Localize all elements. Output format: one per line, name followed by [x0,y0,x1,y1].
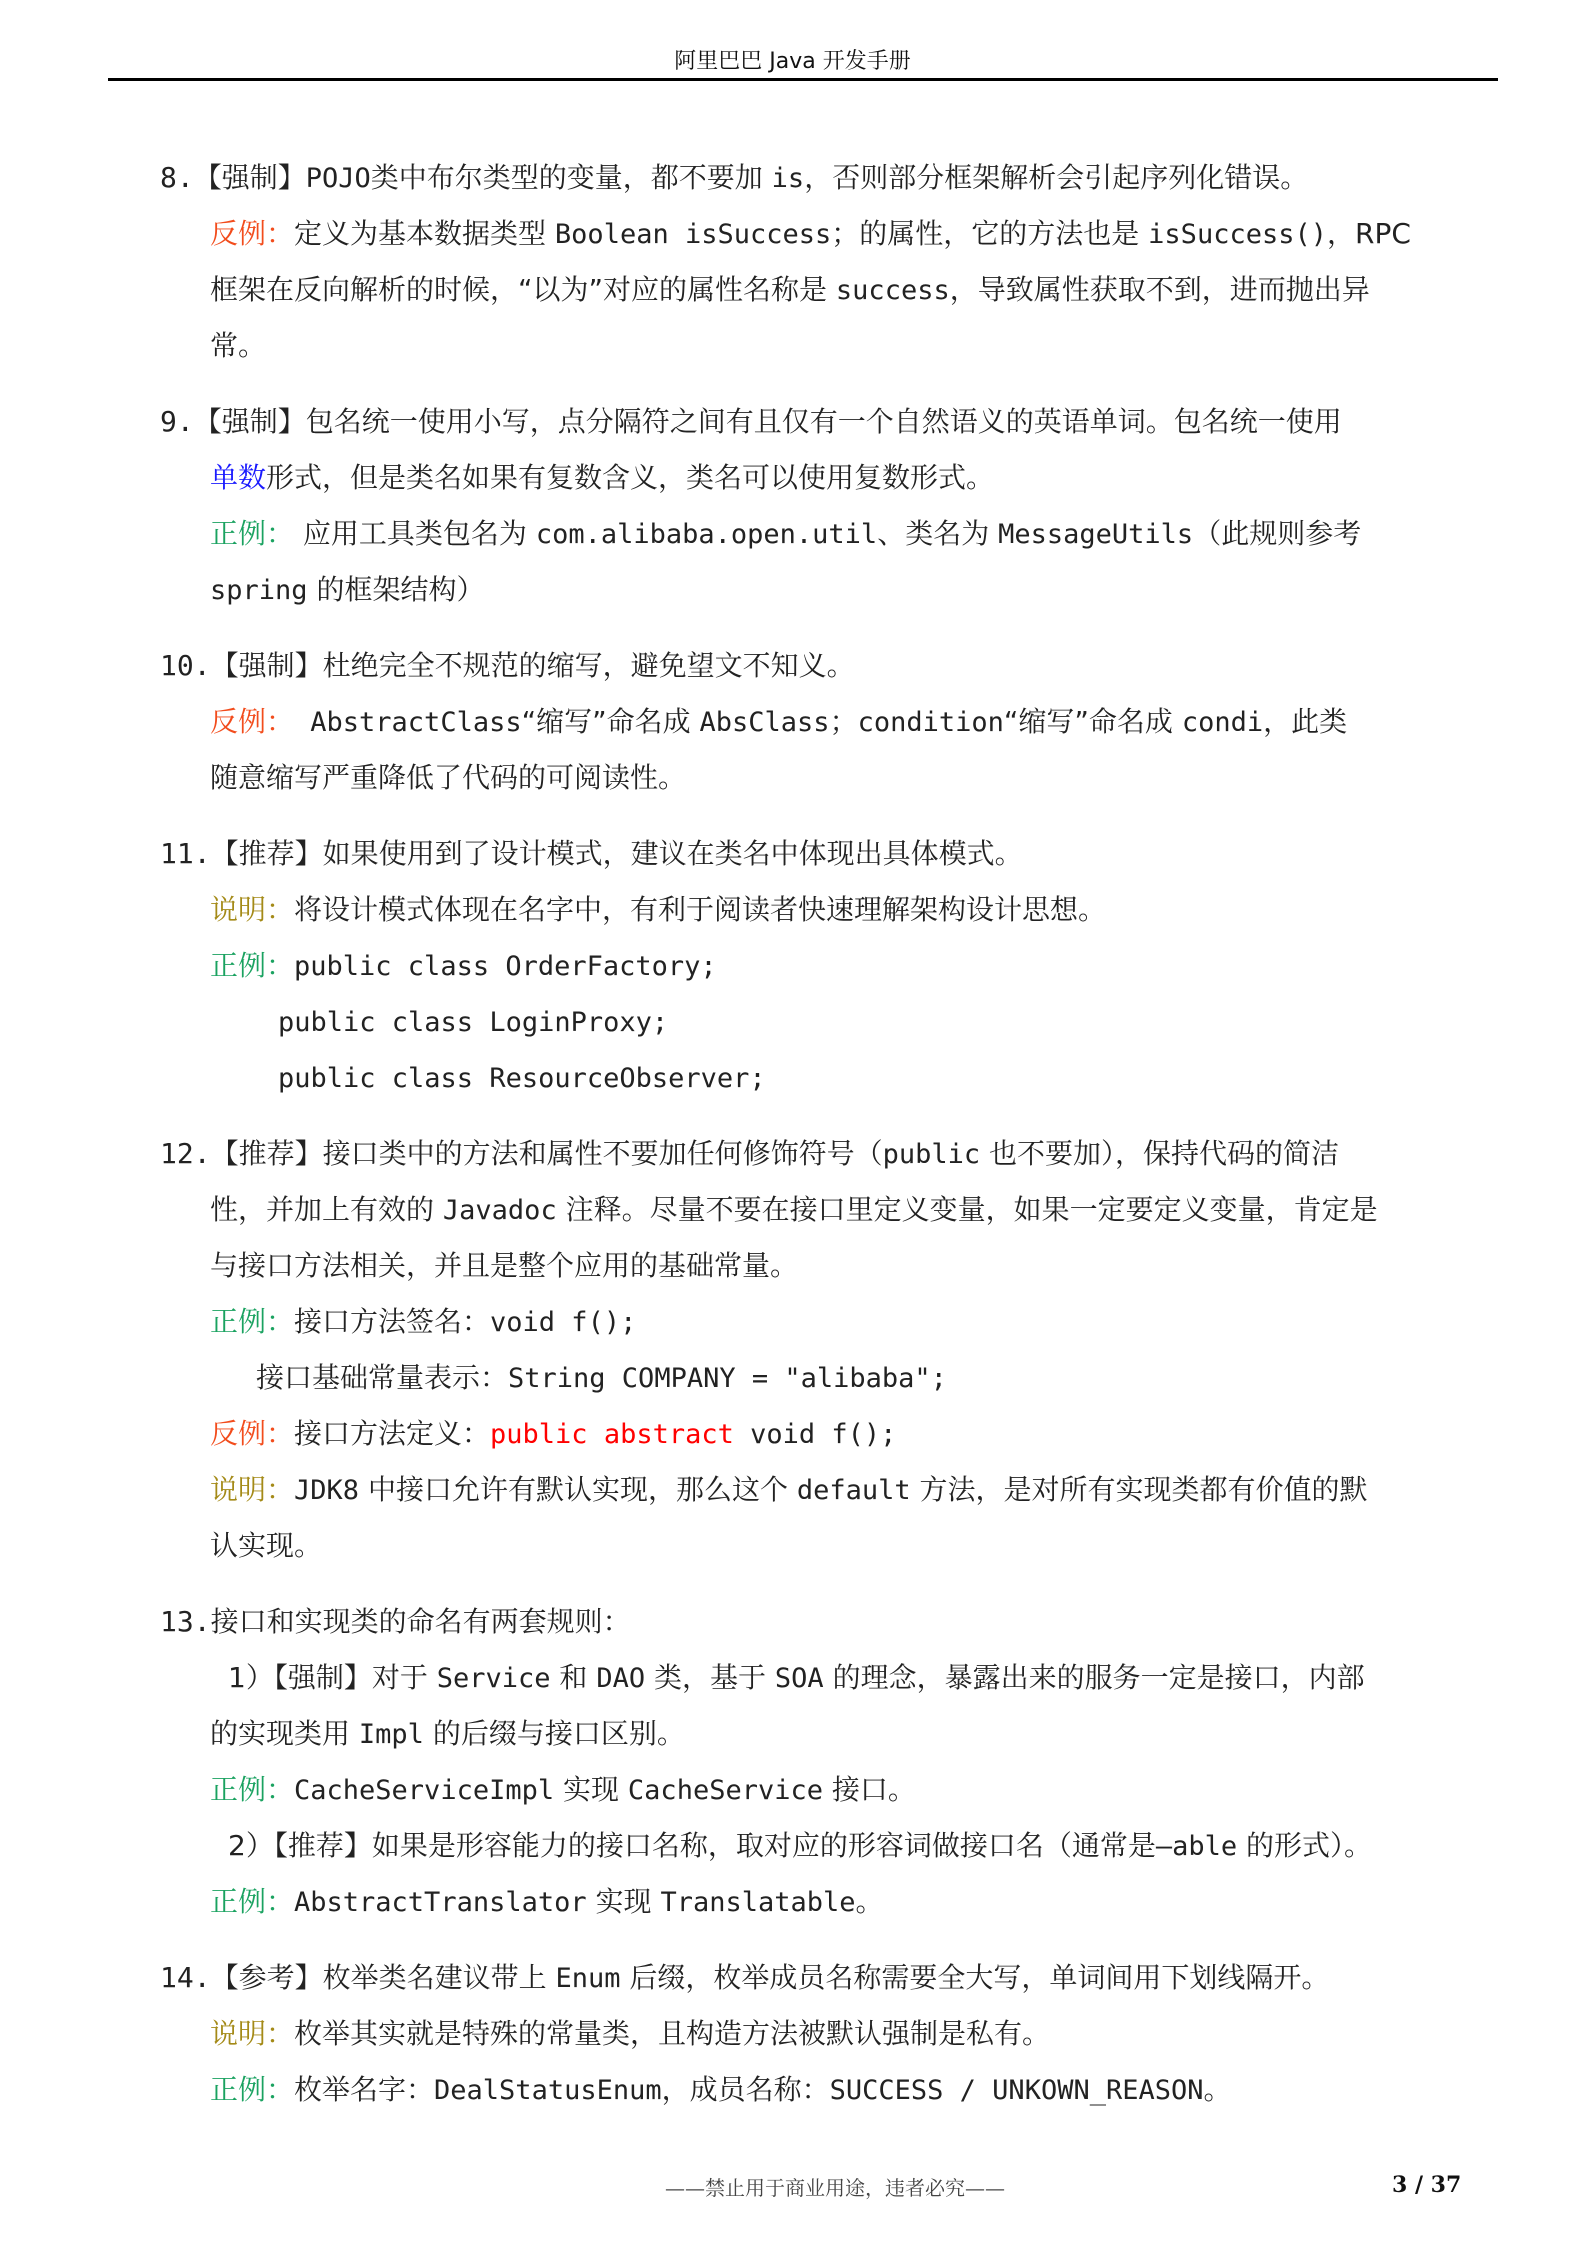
rule-13-sub1-cont: 的实现类用 Impl 的后缀与接口区别。 [210,1717,685,1750]
example-label: 正例： [210,1773,295,1806]
rule-10-counterexample: 反例： AbstractClass“缩写”命名成 AbsClass；condition“缩写”命名成 condi，此类 [210,705,1348,738]
rule-10-title: 10.【强制】杜绝完全不规范的缩写，避免望文不知义。 [160,649,855,682]
rule-8-counterexample: 反例：定义为基本数据类型 Boolean isSuccess；的属性，它的方法也是 isSuccess()，RPC [210,217,1411,250]
footer-notice: ——禁止用于商业用途，违者必究—— [665,2176,1005,2200]
example-label: 正例： [210,517,295,550]
rule-12-title-cont: 性，并加上有效的 Javadoc 注释。尽量不要在接口里定义变量，如果一定要定义变量，肯定是 [210,1193,1378,1226]
rule-11-title: 11.【推荐】如果使用到了设计模式，建议在类名中体现出具体模式。 [160,837,1023,870]
rule-8-title: 8.【强制】POJO类中布尔类型的变量，都不要加 is，否则部分框架解析会引起序列化错误。 [160,161,1309,194]
rule-10-counterexample-cont: 随意缩写严重降低了代码的可阅读性。 [210,761,687,794]
rule-13-example1: 正例：CacheServiceImpl 实现 CacheService 接口。 [210,1773,916,1806]
rule-9-title-cont: 单数形式，但是类名如果有复数含义，类名可以使用复数形式。 [210,461,995,494]
rule-12-example: 正例：接口方法签名：void f(); [210,1305,637,1338]
rule-9-example-cont: spring 的框架结构） [210,573,485,606]
rule-8-counterexample-cont: 框架在反向解析的时候，“以为”对应的属性名称是 success，导致属性获取不到，进而抛出异 [210,273,1370,306]
example-label: 正例： [210,949,295,982]
counterexample-label: 反例： [210,217,295,250]
counterexample-label: 反例： [210,1417,295,1450]
rule-12-note: 说明：JDK8 中接口允许有默认实现，那么这个 default 方法，是对所有实现类都有价值的默 [210,1473,1368,1506]
page-number: 3 / 37 [1392,2172,1462,2198]
rule-12-title: 12.【推荐】接口类中的方法和属性不要加任何修饰符号（public 也不要加），保持代码的简洁 [160,1137,1340,1170]
rule-13-example2: 正例：AbstractTranslator 实现 Translatable。 [210,1885,884,1918]
rule-13-sub2: 2）【推荐】如果是形容能力的接口名称，取对应的形容词做接口名（通常是–able 的形式）。 [228,1829,1373,1862]
rule-8-counterexample-end: 常。 [210,329,267,362]
rule-11-example-line3: public class ResourceObserver; [278,1063,766,1094]
header-divider [108,78,1498,81]
rule-11-note: 说明：将设计模式体现在名字中，有利于阅读者快速理解架构设计思想。 [210,893,1107,926]
rule-13-title: 13.接口和实现类的命名有两套规则： [160,1605,631,1638]
rule-12-title-end: 与接口方法相关，并且是整个应用的基础常量。 [210,1249,799,1282]
rule-14-title: 14.【参考】枚举类名建议带上 Enum 后缀，枚举成员名称需要全大写，单词间用下划线隔开。 [160,1961,1330,1994]
example-label: 正例： [210,1885,295,1918]
rule-11-example-line2: public class LoginProxy; [278,1007,669,1038]
example-label: 正例： [210,2073,295,2106]
rule-9-example: 正例： 应用工具类包名为 com.alibaba.open.util、类名为 MessageUtils（此规则参考 [210,517,1362,550]
rule-14-example: 正例：枚举名字：DealStatusEnum，成员名称：SUCCESS / UNKOWN_REASON。 [210,2073,1232,2106]
rule-12-example-line2: 接口基础常量表示：String COMPANY = "alibaba"; [256,1361,947,1394]
rule-12-note-cont: 认实现。 [210,1529,323,1562]
example-label: 正例： [210,1305,295,1338]
rule-14-note: 说明：枚举其实就是特殊的常量类，且构造方法被默认强制是私有。 [210,2017,1051,2050]
document-body [160,150,1510,2118]
rule-11-example: 正例：public class OrderFactory; [210,949,717,982]
page-header-title: 阿里巴巴 Java 开发手册 [674,49,911,74]
rule-12-counterexample: 反例：接口方法定义：public abstract void f(); [210,1417,897,1450]
note-label: 说明： [210,1473,295,1506]
rule-13-sub1: 1）【强制】对于 Service 和 DAO 类，基于 SOA 的理念，暴露出来的服务一定是接口，内部 [228,1661,1365,1694]
singular-highlight: 单数 [210,461,267,494]
note-label: 说明： [210,2017,295,2050]
rule-9-title: 9.【强制】包名统一使用小写，点分隔符之间有且仅有一个自然语义的英语单词。包名统一使用 [160,405,1342,438]
note-label: 说明： [210,893,295,926]
counterexample-label: 反例： [210,705,295,738]
